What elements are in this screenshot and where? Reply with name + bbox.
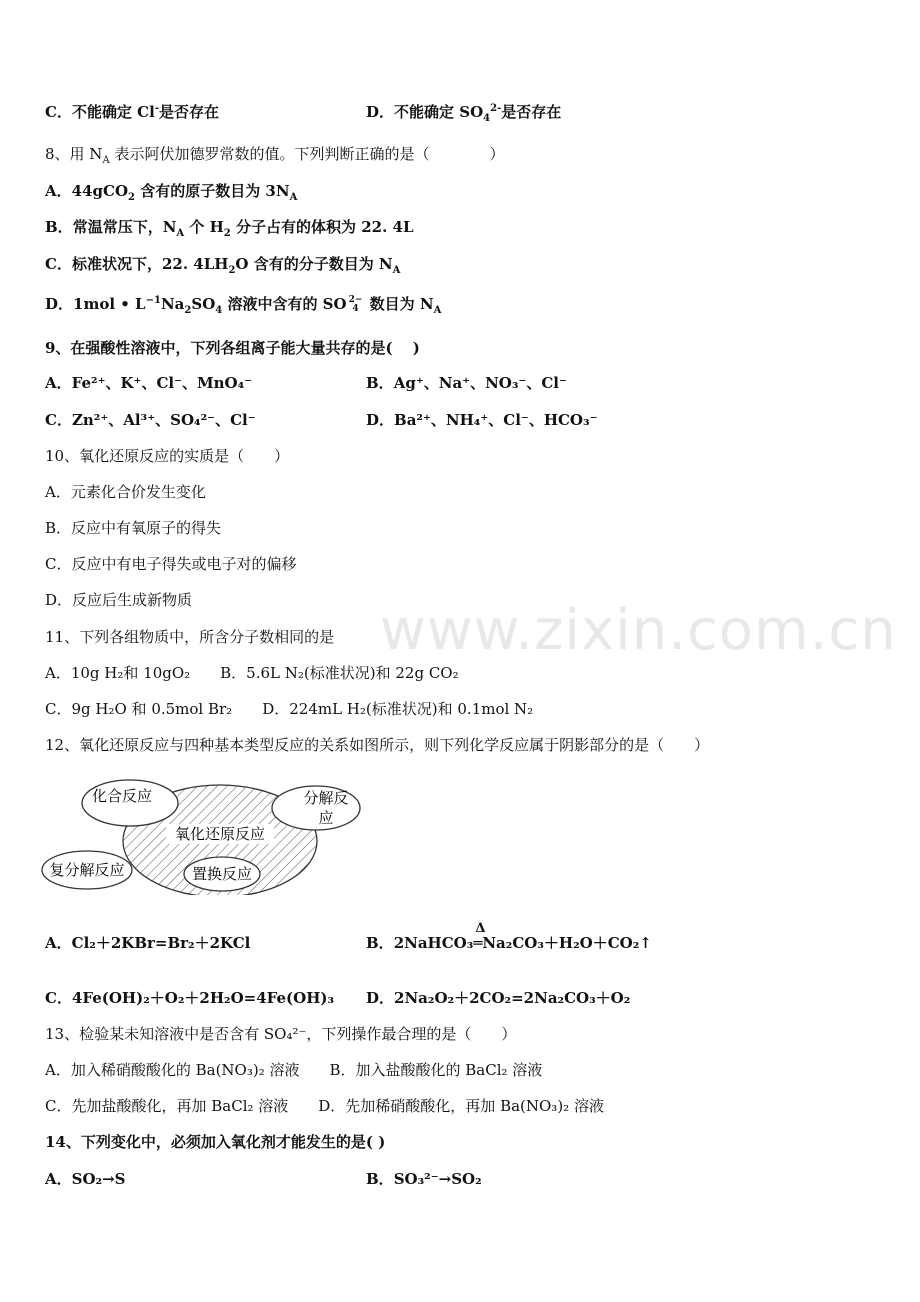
q10-option-b: B．反应中有氧原子的得失 xyxy=(45,519,222,537)
q7-option-d: D．不能确定 $SO_4^{2-}$是否存在 xyxy=(366,103,562,124)
combination-label: 化合反应 xyxy=(91,787,153,805)
sulfate-charge-fraction: 2− 4 xyxy=(348,295,363,314)
q10-stem: 10、氧化还原反应的实质是（ ） xyxy=(45,447,290,465)
q12-stem: 12、氧化还原反应与四种基本类型反应的关系如图所示，则下列化学反应属于阴影部分的是（ ） xyxy=(45,736,710,754)
q13-options-row1: A．加入稀硝酸酸化的 Ba(NO₃)₂ 溶液 B．加入盐酸酸化的 BaCl₂ 溶液 xyxy=(45,1061,543,1079)
decomposition-label-2: 应 xyxy=(318,809,334,827)
reaction-types-venn-diagram xyxy=(40,775,370,895)
q8-option-b: B．常温常压下，$N_A$ 个 $H_2$ 分子占有的体积为 22. 4L xyxy=(45,218,414,239)
q13-options-row2: C．先加盐酸酸化，再加 BaCl₂ 溶液 D．先加稀硝酸酸化，再加 Ba(NO₃)₂ 溶液 xyxy=(45,1097,604,1115)
q14-option-a: A．SO₂→S xyxy=(45,1170,126,1188)
watermark: www.zixin.com.cn xyxy=(380,598,897,663)
q8-option-d: D．1mol • $L^{-1}Na_2SO_4$ 溶液中含有的 SO 2− 4 数目为 $N_A$ xyxy=(45,295,442,316)
q8-option-c: C．标准状况下，22. $4LH_2O$ 含有的分子数目为 $N_A$ xyxy=(45,255,401,276)
heat-over-equals: Δ ═ xyxy=(473,921,486,952)
q9-stem: 9、在强酸性溶液中，下列各组离子能大量共存的是( ) xyxy=(45,339,420,357)
q11-options-row1: A．10g H₂和 10gO₂ B．5.6L N₂(标准状况)和 22g CO₂ xyxy=(45,664,459,682)
single-replacement-label: 置换反应 xyxy=(191,865,253,883)
q9-option-a: A．Fe²⁺、K⁺、Cl⁻、MnO₄⁻ xyxy=(45,374,253,392)
q10-option-d: D．反应后生成新物质 xyxy=(45,591,193,609)
q8-option-a: A．44gCO$_2$ 含有的原子数目为 $3N_A$ xyxy=(45,182,298,203)
q9-option-d: D．Ba²⁺、NH₄⁺、Cl⁻、HCO₃⁻ xyxy=(366,411,598,429)
q7-option-c: C．不能确定 Cl-是否存在 xyxy=(45,103,219,121)
q12-option-a: A．Cl₂＋2KBr=Br₂＋2KCl xyxy=(45,934,251,952)
q11-options-row2: C．9g H₂O 和 0.5mol Br₂ D．224mL H₂(标准状况)和 0.1mol N₂ xyxy=(45,700,534,718)
q8-stem: 8、用 $N_A$ 表示阿伏加德罗常数的值。下列判断正确的是（ ） xyxy=(45,145,505,166)
q10-option-a: A．元素化合价发生变化 xyxy=(45,483,206,501)
q9-option-c: C．Zn²⁺、Al³⁺、SO₄²⁻、Cl⁻ xyxy=(45,411,256,429)
q11-stem: 11、下列各组物质中，所含分子数相同的是 xyxy=(45,628,335,646)
q10-option-c: C．反应中有电子得失或电子对的偏移 xyxy=(45,555,297,573)
double-replacement-label: 复分解反应 xyxy=(49,861,125,879)
q12-option-b: B．2NaHCO₃ Δ ═Na₂CO₃＋H₂O＋CO₂↑ xyxy=(366,921,652,952)
redox-label: 氧化还原反应 xyxy=(174,825,266,843)
q13-stem: 13、检验某未知溶液中是否含有 SO₄²⁻，下列操作最合理的是（ ） xyxy=(45,1025,517,1043)
q9-option-b: B．Ag⁺、Na⁺、NO₃⁻、Cl⁻ xyxy=(366,374,567,392)
q14-stem: 14、下列变化中，必须加入氧化剂才能发生的是( ) xyxy=(45,1133,386,1151)
q12-option-c: C．4Fe(OH)₂＋O₂＋2H₂O=4Fe(OH)₃ xyxy=(45,989,335,1007)
q12-option-d: D．2Na₂O₂＋2CO₂=2Na₂CO₃＋O₂ xyxy=(366,989,631,1007)
q14-option-b: B．SO₃²⁻→SO₂ xyxy=(366,1170,482,1188)
decomposition-label-1: 分解反 xyxy=(303,789,349,807)
